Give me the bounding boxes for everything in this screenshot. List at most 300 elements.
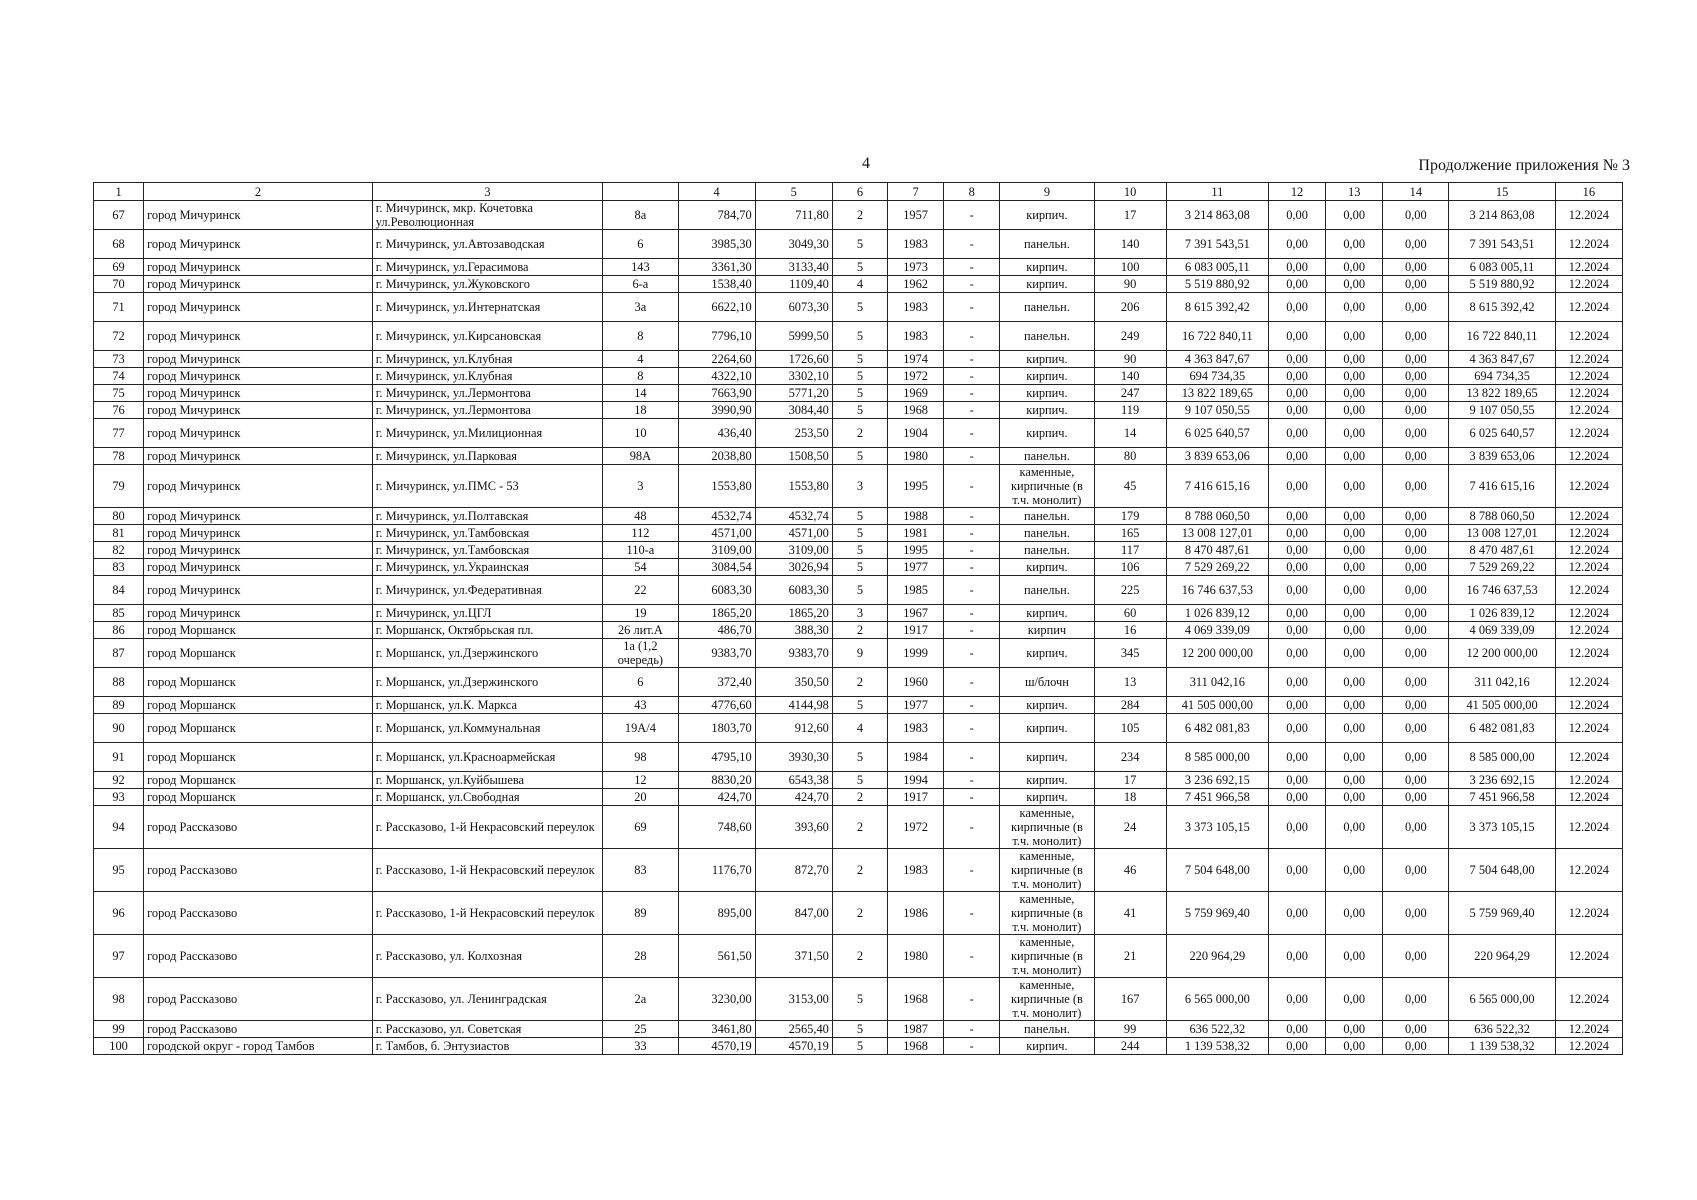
table-cell: 0,00 <box>1383 789 1449 806</box>
table-cell: 12.2024 <box>1555 849 1622 892</box>
table-cell: 5 <box>832 978 887 1021</box>
table-cell: 41 505 000,00 <box>1449 697 1555 714</box>
table-cell: г. Мичуринск, ул.Тамбовская <box>372 525 603 542</box>
table-cell: - <box>944 259 1000 276</box>
table-cell: г. Мичуринск, ул.Лермонтова <box>372 402 603 419</box>
table-cell: 4532,74 <box>678 508 755 525</box>
table-cell: панельн. <box>1000 508 1094 525</box>
table-cell: город Мичуринск <box>144 259 373 276</box>
table-cell: 0,00 <box>1326 230 1383 259</box>
table-cell: 0,00 <box>1268 576 1325 605</box>
table-cell: панельн. <box>1000 448 1094 465</box>
table-cell: 0,00 <box>1326 542 1383 559</box>
table-cell: 3084,40 <box>755 402 832 419</box>
table-cell: 388,30 <box>755 622 832 639</box>
table-row <box>94 351 1623 368</box>
table-cell: город Мичуринск <box>144 605 373 622</box>
table-cell: 12.2024 <box>1555 714 1622 743</box>
table-cell: 1803,70 <box>678 714 755 743</box>
table-cell: 2а <box>603 978 678 1021</box>
table-cell: 4144,98 <box>755 697 832 714</box>
table-cell: город Мичуринск <box>144 448 373 465</box>
table-cell: панельн. <box>1000 230 1094 259</box>
table-cell: - <box>944 806 1000 849</box>
table-cell: 5 <box>832 322 887 351</box>
table-cell: 9383,70 <box>678 639 755 668</box>
table-cell: 3302,10 <box>755 368 832 385</box>
table-cell: 0,00 <box>1268 849 1325 892</box>
table-row <box>94 402 1623 419</box>
table-cell: 12.2024 <box>1555 576 1622 605</box>
table-cell: 3026,94 <box>755 559 832 576</box>
table-cell: 90 <box>1094 276 1166 293</box>
table-cell: 3153,00 <box>755 978 832 1021</box>
table-cell: 14 <box>1094 419 1166 448</box>
table-cell: 0,00 <box>1326 789 1383 806</box>
table-row <box>94 978 1623 1021</box>
table-cell: 0,00 <box>1268 525 1325 542</box>
table-cell: г. Моршанск, ул.Красноармейская <box>372 743 603 772</box>
table-cell: г. Мичуринск, ул.Жуковского <box>372 276 603 293</box>
table-cell: 92 <box>94 772 144 789</box>
table-cell: 12.2024 <box>1555 385 1622 402</box>
table-cell: - <box>944 668 1000 697</box>
table-cell: 75 <box>94 385 144 402</box>
table-cell: каменные, кирпичные (в т.ч. монолит) <box>1000 849 1094 892</box>
table-cell: - <box>944 935 1000 978</box>
table-cell: 0,00 <box>1383 714 1449 743</box>
table-cell: 3109,00 <box>755 542 832 559</box>
table-cell: 0,00 <box>1326 772 1383 789</box>
table-cell: панельн. <box>1000 525 1094 542</box>
table-cell: 12.2024 <box>1555 559 1622 576</box>
table-cell: 1109,40 <box>755 276 832 293</box>
table-cell: г. Рассказово, ул. Ленинградская <box>372 978 603 1021</box>
table-cell: 0,00 <box>1383 1038 1449 1055</box>
table-cell: 424,70 <box>755 789 832 806</box>
table-cell: 1508,50 <box>755 448 832 465</box>
table-cell: 43 <box>603 697 678 714</box>
table-cell: каменные, кирпичные (в т.ч. монолит) <box>1000 935 1094 978</box>
table-cell: кирпич. <box>1000 559 1094 576</box>
table-row <box>94 806 1623 849</box>
table-row <box>94 622 1623 639</box>
table-cell: 4 069 339,09 <box>1166 622 1268 639</box>
table-cell: 167 <box>1094 978 1166 1021</box>
table-cell: 7 416 615,16 <box>1449 465 1555 508</box>
table-cell: 85 <box>94 605 144 622</box>
table-cell: каменные, кирпичные (в т.ч. монолит) <box>1000 465 1094 508</box>
table-cell: 99 <box>1094 1021 1166 1038</box>
table-cell: 1904 <box>888 419 944 448</box>
table-cell: 372,40 <box>678 668 755 697</box>
table-cell: 117 <box>1094 542 1166 559</box>
header-cell: 10 <box>1094 183 1166 201</box>
table-cell: 0,00 <box>1383 293 1449 322</box>
table-cell: г. Моршанск, ул.Свободная <box>372 789 603 806</box>
table-cell: 0,00 <box>1383 622 1449 639</box>
table-cell: каменные, кирпичные (в т.ч. монолит) <box>1000 806 1094 849</box>
table-cell: город Мичуринск <box>144 419 373 448</box>
table-cell: 0,00 <box>1326 368 1383 385</box>
table-cell: - <box>944 525 1000 542</box>
table-cell: 1983 <box>888 230 944 259</box>
table-cell: город Рассказово <box>144 978 373 1021</box>
table-cell: 72 <box>94 322 144 351</box>
table-cell: 12.2024 <box>1555 419 1622 448</box>
table-cell: - <box>944 892 1000 935</box>
table-cell: 0,00 <box>1383 542 1449 559</box>
table-cell: 8 788 060,50 <box>1449 508 1555 525</box>
table-cell: 4 069 339,09 <box>1449 622 1555 639</box>
table-cell: - <box>944 789 1000 806</box>
table-cell: 0,00 <box>1326 576 1383 605</box>
table-cell: 12.2024 <box>1555 465 1622 508</box>
table-cell: 100 <box>1094 259 1166 276</box>
table-cell: 83 <box>94 559 144 576</box>
table-cell: - <box>944 697 1000 714</box>
table-cell: 12.2024 <box>1555 368 1622 385</box>
header-cell: 15 <box>1449 183 1555 201</box>
table-cell: 1865,20 <box>678 605 755 622</box>
table-cell: 7 391 543,51 <box>1166 230 1268 259</box>
table-cell: 5 <box>832 542 887 559</box>
table-cell: кирпич. <box>1000 605 1094 622</box>
table-cell: 8 615 392,42 <box>1166 293 1268 322</box>
table-cell: 0,00 <box>1326 978 1383 1021</box>
table-cell: 13 008 127,01 <box>1166 525 1268 542</box>
table-cell: 1726,60 <box>755 351 832 368</box>
table-cell: 3 373 105,15 <box>1166 806 1268 849</box>
table-cell: город Моршанск <box>144 697 373 714</box>
table-cell: 0,00 <box>1383 419 1449 448</box>
table-cell: 1999 <box>888 639 944 668</box>
table-cell: г. Мичуринск, ул.Тамбовская <box>372 542 603 559</box>
table-cell: 7 451 966,58 <box>1166 789 1268 806</box>
table-cell: 12.2024 <box>1555 448 1622 465</box>
table-cell: г. Мичуринск, ул.Клубная <box>372 368 603 385</box>
table-cell: 5 759 969,40 <box>1166 892 1268 935</box>
table-cell: 436,40 <box>678 419 755 448</box>
table-row <box>94 559 1623 576</box>
table-cell: 0,00 <box>1326 697 1383 714</box>
table-cell: г. Моршанск, ул.К. Маркса <box>372 697 603 714</box>
table-cell: 0,00 <box>1268 892 1325 935</box>
table-cell: 0,00 <box>1383 697 1449 714</box>
table-cell: 3 214 863,08 <box>1166 201 1268 230</box>
table-cell: 90 <box>94 714 144 743</box>
table-cell: 0,00 <box>1268 368 1325 385</box>
table-cell: г. Тамбов, б. Энтузиастов <box>372 1038 603 1055</box>
table-cell: 26 лит.А <box>603 622 678 639</box>
header-cell: 7 <box>888 183 944 201</box>
table-cell: 5 <box>832 293 887 322</box>
table-cell: 16 746 637,53 <box>1449 576 1555 605</box>
table-cell: 60 <box>1094 605 1166 622</box>
table-cell: 13 <box>1094 668 1166 697</box>
table-cell: город Моршанск <box>144 714 373 743</box>
table-cell: 1968 <box>888 1038 944 1055</box>
table-cell: 9 107 050,55 <box>1449 402 1555 419</box>
table-cell: 6 <box>603 230 678 259</box>
table-cell: 6 025 640,57 <box>1166 419 1268 448</box>
table-cell: 1176,70 <box>678 849 755 892</box>
table-cell: 0,00 <box>1326 714 1383 743</box>
table-cell: 4532,74 <box>755 508 832 525</box>
table-cell: 2038,80 <box>678 448 755 465</box>
table-cell: 1а (1,2 очередь) <box>603 639 678 668</box>
table-cell: 1968 <box>888 402 944 419</box>
table-cell: 6 083 005,11 <box>1449 259 1555 276</box>
table-cell: 12.2024 <box>1555 668 1622 697</box>
table-cell: - <box>944 849 1000 892</box>
table-row <box>94 525 1623 542</box>
table-cell: 1995 <box>888 465 944 508</box>
table-cell: 0,00 <box>1383 322 1449 351</box>
table-cell: 13 008 127,01 <box>1449 525 1555 542</box>
table-cell: 0,00 <box>1326 276 1383 293</box>
table-cell: 86 <box>94 622 144 639</box>
table-cell: 98А <box>603 448 678 465</box>
table-cell: 311 042,16 <box>1166 668 1268 697</box>
table-cell: 3 373 105,15 <box>1449 806 1555 849</box>
table-cell: 8 615 392,42 <box>1449 293 1555 322</box>
table-cell: 6543,38 <box>755 772 832 789</box>
table-cell: 24 <box>1094 806 1166 849</box>
table-cell: 7 416 615,16 <box>1166 465 1268 508</box>
header-cell: 4 <box>678 183 755 201</box>
table-cell: 89 <box>603 892 678 935</box>
continuation-label: Продолжение приложения № 3 <box>1418 157 1630 174</box>
table-cell: 3а <box>603 293 678 322</box>
table-cell: 345 <box>1094 639 1166 668</box>
table-cell: 12.2024 <box>1555 935 1622 978</box>
table-cell: 0,00 <box>1383 935 1449 978</box>
table-cell: 100 <box>94 1038 144 1055</box>
table-cell: 165 <box>1094 525 1166 542</box>
table-cell: 5 <box>832 559 887 576</box>
table-cell: 12.2024 <box>1555 259 1622 276</box>
table-cell: город Мичуринск <box>144 402 373 419</box>
table-cell: 19 <box>603 605 678 622</box>
table-cell: 0,00 <box>1268 559 1325 576</box>
table-cell: 1986 <box>888 892 944 935</box>
table-cell: 16 <box>1094 622 1166 639</box>
table-cell: 0,00 <box>1383 605 1449 622</box>
table-cell: 0,00 <box>1326 743 1383 772</box>
table-cell: 5 <box>832 1038 887 1055</box>
table-cell: город Мичуринск <box>144 201 373 230</box>
table-cell: 1538,40 <box>678 276 755 293</box>
table-cell: 16 722 840,11 <box>1449 322 1555 351</box>
table-cell: 143 <box>603 259 678 276</box>
table-cell: 0,00 <box>1326 605 1383 622</box>
table-cell: 1 026 839,12 <box>1449 605 1555 622</box>
table-header <box>94 183 1623 201</box>
table-cell: 1972 <box>888 806 944 849</box>
table-cell: 8а <box>603 201 678 230</box>
header-cell: 1 <box>94 183 144 201</box>
table-cell: 694 734,35 <box>1166 368 1268 385</box>
table-row <box>94 448 1623 465</box>
table-cell: 12.2024 <box>1555 276 1622 293</box>
table-cell: 12.2024 <box>1555 542 1622 559</box>
table-cell: 1995 <box>888 542 944 559</box>
table-cell: 105 <box>1094 714 1166 743</box>
table-cell: 847,00 <box>755 892 832 935</box>
table-cell: 1917 <box>888 622 944 639</box>
table-cell: 77 <box>94 419 144 448</box>
table-cell: кирпич. <box>1000 789 1094 806</box>
table-cell: 5 <box>832 368 887 385</box>
table-cell: г. Моршанск, Октябрьская пл. <box>372 622 603 639</box>
table-cell: 1981 <box>888 525 944 542</box>
table-cell: 6-а <box>603 276 678 293</box>
table-cell: 784,70 <box>678 201 755 230</box>
table-cell: 1 139 538,32 <box>1449 1038 1555 1055</box>
table-cell: 1972 <box>888 368 944 385</box>
table-cell: г. Мичуринск, ул.Интернатская <box>372 293 603 322</box>
table-cell: 140 <box>1094 230 1166 259</box>
header-cell: 3 <box>372 183 603 201</box>
table-cell: кирпич. <box>1000 368 1094 385</box>
header-cell: 11 <box>1166 183 1268 201</box>
table-cell: 0,00 <box>1383 1021 1449 1038</box>
table-cell: 0,00 <box>1268 508 1325 525</box>
table-row <box>94 322 1623 351</box>
table-row <box>94 276 1623 293</box>
table-cell: 12.2024 <box>1555 697 1622 714</box>
table-cell: 89 <box>94 697 144 714</box>
table-cell: г. Мичуринск, ул.ПМС - 53 <box>372 465 603 508</box>
table-cell: 19А/4 <box>603 714 678 743</box>
table-cell: 711,80 <box>755 201 832 230</box>
table-row <box>94 743 1623 772</box>
table-cell: 12.2024 <box>1555 508 1622 525</box>
table-cell: 13 822 189,65 <box>1166 385 1268 402</box>
table-cell: 96 <box>94 892 144 935</box>
table-cell: кирпич <box>1000 622 1094 639</box>
table-cell: каменные, кирпичные (в т.ч. монолит) <box>1000 892 1094 935</box>
table-cell: 0,00 <box>1383 743 1449 772</box>
table-cell: 0,00 <box>1268 806 1325 849</box>
table-cell: 1983 <box>888 293 944 322</box>
table-cell: 18 <box>603 402 678 419</box>
table-cell: 99 <box>94 1021 144 1038</box>
table-cell: - <box>944 276 1000 293</box>
table-cell: 0,00 <box>1268 201 1325 230</box>
table-cell: панельн. <box>1000 322 1094 351</box>
table-cell: г. Мичуринск, ул.Полтавская <box>372 508 603 525</box>
table-cell: 5 <box>832 230 887 259</box>
table-cell: 0,00 <box>1268 542 1325 559</box>
table-cell: кирпич. <box>1000 402 1094 419</box>
table-cell: - <box>944 1038 1000 1055</box>
table-cell: 12.2024 <box>1555 230 1622 259</box>
table-cell: 350,50 <box>755 668 832 697</box>
table-cell: город Моршанск <box>144 772 373 789</box>
table-cell: - <box>944 542 1000 559</box>
table-cell: г. Моршанск, ул.Дзержинского <box>372 639 603 668</box>
table-body <box>94 201 1623 1055</box>
table-cell: 1957 <box>888 201 944 230</box>
table-cell: 5 <box>832 1021 887 1038</box>
table-cell: 6 083 005,11 <box>1166 259 1268 276</box>
table-cell: 3 236 692,15 <box>1166 772 1268 789</box>
table-cell: г. Мичуринск, ул.Кирсановская <box>372 322 603 351</box>
table-cell: 9 <box>832 639 887 668</box>
table-cell: 6622,10 <box>678 293 755 322</box>
table-cell: 12.2024 <box>1555 525 1622 542</box>
table-cell: 2 <box>832 892 887 935</box>
table-cell: 1960 <box>888 668 944 697</box>
table-cell: 0,00 <box>1268 743 1325 772</box>
table-cell: 0,00 <box>1383 448 1449 465</box>
table-cell: 0,00 <box>1383 978 1449 1021</box>
table-cell: 0,00 <box>1326 622 1383 639</box>
table-cell: 0,00 <box>1383 351 1449 368</box>
header-cell: 13 <box>1326 183 1383 201</box>
table-cell: 0,00 <box>1383 230 1449 259</box>
table-cell: 284 <box>1094 697 1166 714</box>
table-cell: 393,60 <box>755 806 832 849</box>
table-cell: 0,00 <box>1383 576 1449 605</box>
table-cell: город Мичуринск <box>144 293 373 322</box>
table-row <box>94 668 1623 697</box>
table-cell: 2 <box>832 201 887 230</box>
table-cell: 0,00 <box>1326 806 1383 849</box>
table-cell: 2 <box>832 935 887 978</box>
table-cell: 0,00 <box>1268 419 1325 448</box>
table-cell: 0,00 <box>1268 1021 1325 1038</box>
table-cell: 6 565 000,00 <box>1166 978 1268 1021</box>
table-cell: 0,00 <box>1268 639 1325 668</box>
table-cell: 94 <box>94 806 144 849</box>
table-cell: панельн. <box>1000 293 1094 322</box>
table-cell: 67 <box>94 201 144 230</box>
table-row <box>94 542 1623 559</box>
table-cell: город Мичуринск <box>144 276 373 293</box>
table-cell: 2 <box>832 849 887 892</box>
table-cell: 0,00 <box>1326 448 1383 465</box>
table-cell: 1 139 538,32 <box>1166 1038 1268 1055</box>
table-cell: 0,00 <box>1268 714 1325 743</box>
table-cell: - <box>944 448 1000 465</box>
table-cell: 5 519 880,92 <box>1449 276 1555 293</box>
table-cell: 110-а <box>603 542 678 559</box>
table-cell: 12.2024 <box>1555 605 1622 622</box>
header-cell: 12 <box>1268 183 1325 201</box>
table-cell: 12 <box>603 772 678 789</box>
table-cell: 12.2024 <box>1555 806 1622 849</box>
table-cell: 0,00 <box>1383 402 1449 419</box>
table-cell: город Мичуринск <box>144 230 373 259</box>
header-cell: 14 <box>1383 183 1449 201</box>
table-cell: 0,00 <box>1326 351 1383 368</box>
table-cell: город Мичуринск <box>144 525 373 542</box>
table-row <box>94 201 1623 230</box>
table-cell: 45 <box>1094 465 1166 508</box>
table-cell: 1967 <box>888 605 944 622</box>
table-cell: 5999,50 <box>755 322 832 351</box>
table-cell: 5 519 880,92 <box>1166 276 1268 293</box>
table-cell: 1969 <box>888 385 944 402</box>
table-cell: 3 214 863,08 <box>1449 201 1555 230</box>
table-cell: - <box>944 419 1000 448</box>
table-cell: 225 <box>1094 576 1166 605</box>
table-cell: 21 <box>1094 935 1166 978</box>
table-cell: 2 <box>832 622 887 639</box>
